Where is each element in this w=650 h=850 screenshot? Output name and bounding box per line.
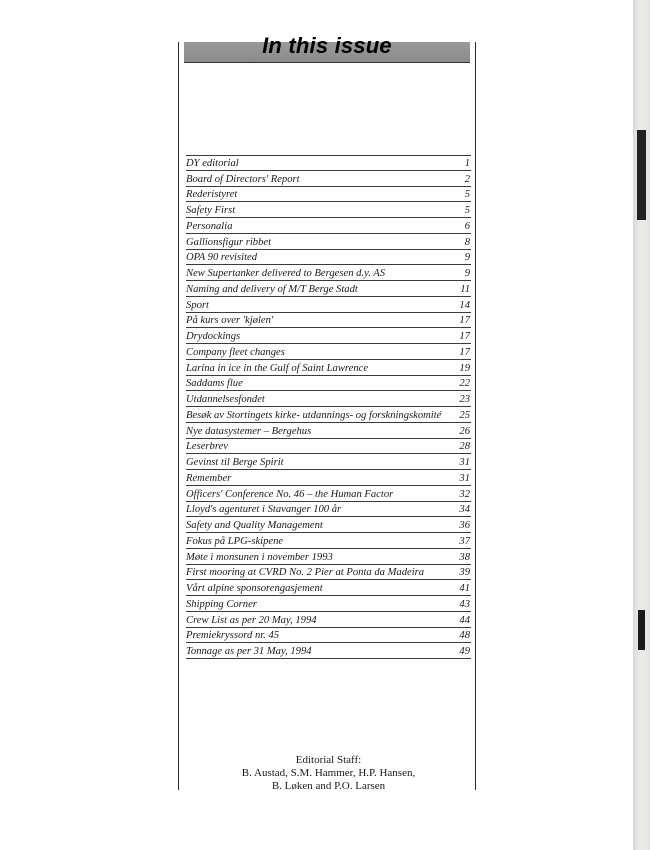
- toc-title: First mooring at CVRD No. 2 Pier at Ponta da Madeira: [186, 567, 425, 579]
- toc-title: På kurs over 'kjølen': [186, 315, 274, 327]
- toc-page-number: 17: [459, 346, 470, 358]
- toc-page-number: 9: [464, 268, 470, 279]
- page-edge-shadow: [633, 0, 650, 850]
- toc-row: [186, 187, 471, 203]
- toc-row: [186, 328, 471, 344]
- toc-page-number: 8: [464, 236, 470, 248]
- toc-row: [186, 596, 471, 612]
- toc-title: Safety and Quality Management: [186, 520, 323, 531]
- staff-line: B. Løken and P.O. Larsen: [271, 780, 386, 792]
- toc-page-number: 6: [464, 220, 470, 232]
- toc-page-number: 28: [459, 441, 470, 453]
- toc-title: Premiekryssord nr. 45: [186, 630, 280, 642]
- toc-row: [186, 565, 471, 581]
- toc-row: [186, 628, 471, 644]
- toc-page-number: 14: [459, 299, 470, 311]
- toc-title: Crew List as per 20 May, 1994: [186, 614, 317, 626]
- toc-title: Saddams flue: [186, 378, 243, 390]
- toc-page-number: 34: [459, 504, 470, 516]
- toc-row: [186, 423, 471, 439]
- toc-row: [186, 376, 471, 392]
- toc-row: [186, 643, 471, 659]
- toc-title: Lloyd's agenturet i Stavanger 100 år: [186, 504, 342, 516]
- toc-title: Remember: [186, 472, 232, 484]
- toc-row: [186, 439, 471, 455]
- toc-row: [186, 360, 471, 376]
- toc-title: Leserbrev: [186, 441, 228, 453]
- toc-row: [186, 502, 471, 518]
- toc-page-number: 32: [459, 488, 470, 500]
- toc-page-number: 5: [464, 189, 470, 201]
- toc-title: Rederistyret: [186, 189, 238, 201]
- toc-page-number: 25: [459, 409, 470, 421]
- toc-row: [186, 549, 471, 565]
- toc-title: Besøk av Stortingets kirke- utdannings- og forskningskomité: [186, 409, 442, 421]
- toc-page-number: 5: [464, 205, 470, 216]
- edge-mark: [638, 610, 645, 650]
- staff-line: B. Austad, S.M. Hammer, H.P. Hansen,: [241, 767, 416, 779]
- toc-title: Board of Directors' Report: [186, 173, 300, 185]
- toc-page-number: 19: [459, 362, 470, 374]
- toc-page-number: 11: [460, 283, 470, 295]
- toc-row: [186, 533, 471, 549]
- toc-page-number: 2: [464, 173, 470, 185]
- toc-title: Møte i monsunen i november 1993: [186, 551, 333, 563]
- toc-page-number: 17: [459, 331, 470, 342]
- toc-page-number: 22: [459, 378, 470, 390]
- toc-title: Officers' Conference No. 46 – the Human Factor: [186, 488, 394, 500]
- toc-page-number: 31: [459, 457, 470, 468]
- toc-row: [186, 313, 471, 329]
- toc-row: [186, 517, 471, 533]
- toc-page-number: 9: [464, 252, 470, 264]
- staff-heading: Editorial Staff:: [295, 754, 362, 766]
- toc-page-number: 48: [459, 630, 470, 642]
- toc-title: Safety First: [186, 205, 236, 216]
- toc-title: Gevinst til Berge Spirit: [186, 457, 284, 468]
- toc-page-number: 1: [464, 157, 470, 169]
- toc-row: [186, 612, 471, 628]
- toc-page-number: 37: [459, 535, 470, 547]
- toc-page-number: 44: [459, 614, 470, 626]
- toc-row: [186, 171, 471, 187]
- toc-row: [186, 250, 471, 266]
- toc-row: [186, 297, 471, 313]
- toc-row: [186, 281, 471, 297]
- toc-title: Personalia: [186, 220, 233, 232]
- page-title: In this issue: [262, 33, 392, 58]
- toc-title: Larina in ice in the Gulf of Saint Lawrence: [186, 362, 369, 374]
- toc-page-number: 26: [459, 425, 470, 437]
- toc-row: [186, 202, 471, 218]
- right-column-rule: [475, 42, 476, 790]
- toc-row: [186, 344, 471, 360]
- toc-page-number: 23: [459, 394, 470, 405]
- toc-title: Naming and delivery of M/T Berge Stadt: [186, 283, 358, 295]
- toc-title: OPA 90 revisited: [186, 252, 258, 264]
- toc-title: Shipping Corner: [186, 598, 257, 610]
- toc-row: [186, 234, 471, 250]
- toc-title: New Supertanker delivered to Bergesen d.y. AS: [186, 268, 386, 279]
- toc-title: Vårt alpine sponsorengasjement: [186, 583, 323, 594]
- toc-row: [186, 265, 471, 281]
- table-of-contents: [186, 155, 471, 659]
- toc-row: [186, 454, 471, 470]
- toc-page-number: 38: [459, 551, 470, 563]
- toc-page-number: 31: [459, 472, 470, 484]
- toc-title: DY editorial: [186, 157, 239, 169]
- toc-row: [186, 391, 471, 407]
- toc-title: Company fleet changes: [186, 346, 285, 358]
- toc-row: [186, 407, 471, 423]
- toc-title: Utdannelsesfondet: [186, 394, 265, 405]
- toc-page-number: 36: [459, 520, 470, 531]
- toc-row: [186, 486, 471, 502]
- toc-row: [186, 155, 471, 171]
- toc-page-number: 49: [459, 646, 470, 657]
- toc-row: [186, 580, 471, 596]
- toc-page-number: 17: [459, 315, 470, 327]
- toc-title: Gallionsfigur ribbet: [186, 236, 272, 248]
- toc-title: Fokus på LPG-skipene: [186, 535, 284, 547]
- toc-page-number: 41: [459, 583, 470, 594]
- edge-mark: [637, 130, 646, 220]
- toc-row: [186, 470, 471, 486]
- toc-title: Nye datasystemer – Bergehus: [186, 425, 312, 437]
- toc-row: [186, 218, 471, 234]
- toc-page-number: 39: [459, 567, 470, 579]
- toc-title: Sport: [186, 299, 209, 311]
- left-column-rule: [178, 42, 179, 790]
- editorial-staff: [186, 754, 471, 793]
- toc-title: Drydockings: [186, 331, 241, 342]
- toc-title: Tonnage as per 31 May, 1994: [186, 646, 312, 657]
- toc-page-number: 43: [459, 598, 470, 610]
